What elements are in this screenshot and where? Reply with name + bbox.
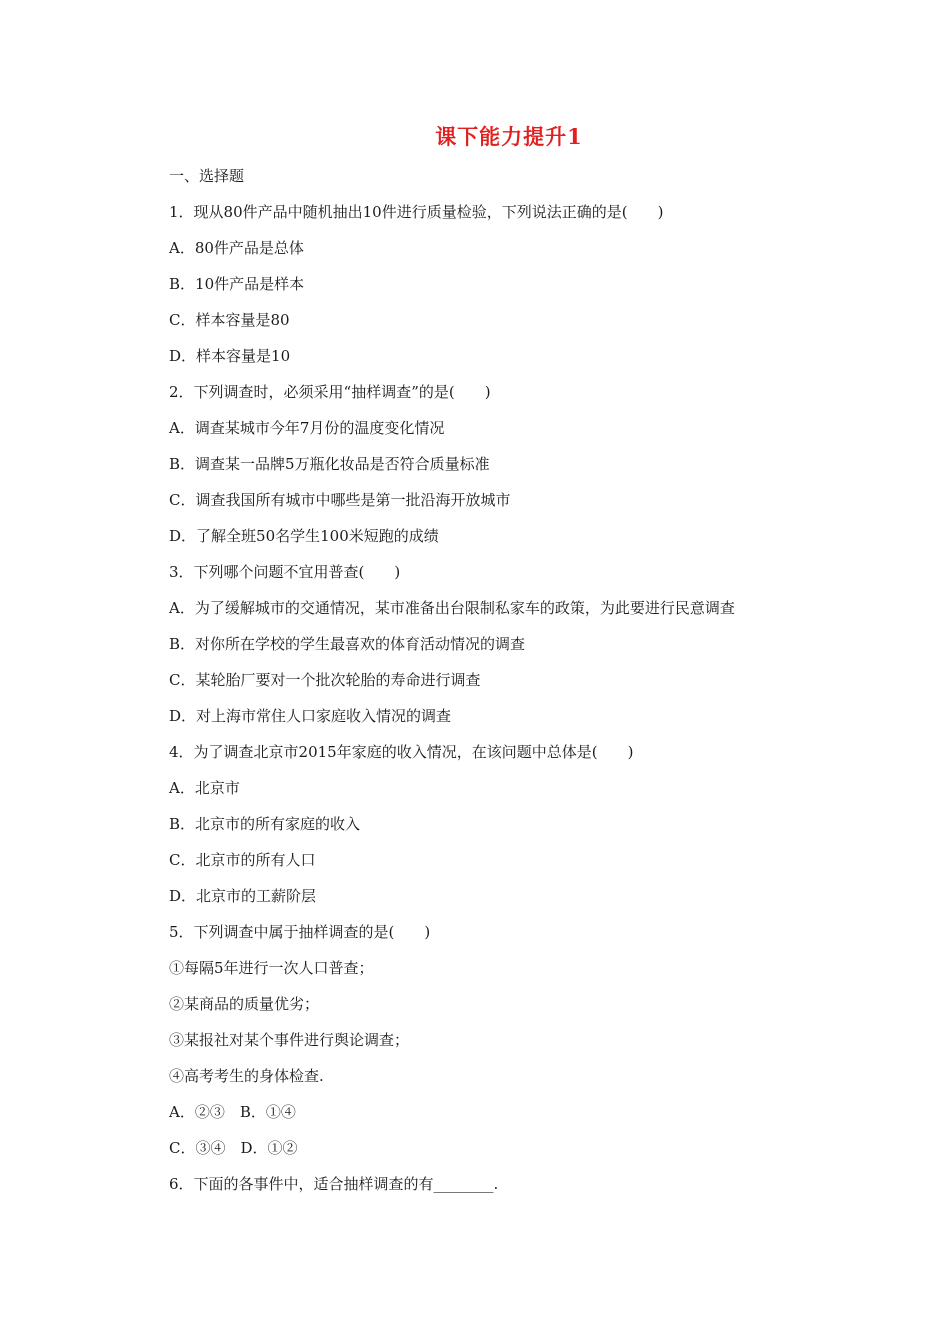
question-1: 1．现从80件产品中随机抽出10件进行质量检验，下列说法正确的是( )	[169, 203, 664, 221]
question-5-item-4: ④高考考生的身体检查.	[169, 1067, 324, 1085]
question-2-option-d: D．了解全班50名学生100米短跑的成绩	[169, 527, 439, 545]
question-4-option-c: C．北京市的所有人口	[169, 851, 316, 869]
question-3: 3．下列哪个问题不宜用普查( )	[169, 563, 401, 581]
section-heading: 一、选择题	[169, 167, 245, 185]
question-1-option-c: C．样本容量是80	[169, 311, 290, 329]
question-2-option-c: C．调查我国所有城市中哪些是第一批沿海开放城市	[169, 491, 511, 509]
question-1-option-a: A．80件产品是总体	[169, 239, 304, 257]
question-5-item-2: ②某商品的质量优劣；	[169, 995, 320, 1013]
question-2-option-a: A．调查某城市今年7月份的温度变化情况	[169, 419, 445, 437]
document-body	[169, 158, 869, 1202]
question-5-options-ab: A．②③ B．①④	[169, 1103, 296, 1121]
question-2: 2．下列调查时，必须采用“抽样调查”的是( )	[169, 383, 491, 401]
question-3-option-d: D．对上海市常住人口家庭收入情况的调查	[169, 707, 452, 725]
page-title: 课下能力提升1	[435, 124, 583, 149]
question-5-item-3: ③某报社对某个事件进行舆论调查；	[169, 1031, 410, 1049]
question-3-option-c: C．某轮胎厂要对一个批次轮胎的寿命进行调查	[169, 671, 481, 689]
question-5-options-cd: C．③④ D．①②	[169, 1139, 298, 1157]
question-3-option-a: A．为了缓解城市的交通情况，某市准备出台限制私家车的政策，为此要进行民意调查	[169, 599, 735, 617]
question-5-item-1: ①每隔5年进行一次人口普查；	[169, 959, 374, 977]
question-1-option-d: D．样本容量是10	[169, 347, 291, 365]
question-4-option-d: D．北京市的工薪阶层	[169, 887, 317, 905]
question-5: 5．下列调查中属于抽样调查的是( )	[169, 923, 431, 941]
question-1-option-b: B．10件产品是样本	[169, 275, 305, 293]
question-4: 4．为了调查北京市2015年家庭的收入情况，在该问题中总体是( )	[169, 743, 634, 761]
question-3-option-b: B．对你所在学校的学生最喜欢的体育活动情况的调查	[169, 635, 526, 653]
question-6: 6．下面的各事件中，适合抽样调查的有________.	[169, 1175, 499, 1193]
question-2-option-b: B．调查某一品牌5万瓶化妆品是否符合质量标准	[169, 455, 490, 473]
question-4-option-a: A．北京市	[169, 779, 240, 797]
question-4-option-b: B．北京市的所有家庭的收入	[169, 815, 361, 833]
